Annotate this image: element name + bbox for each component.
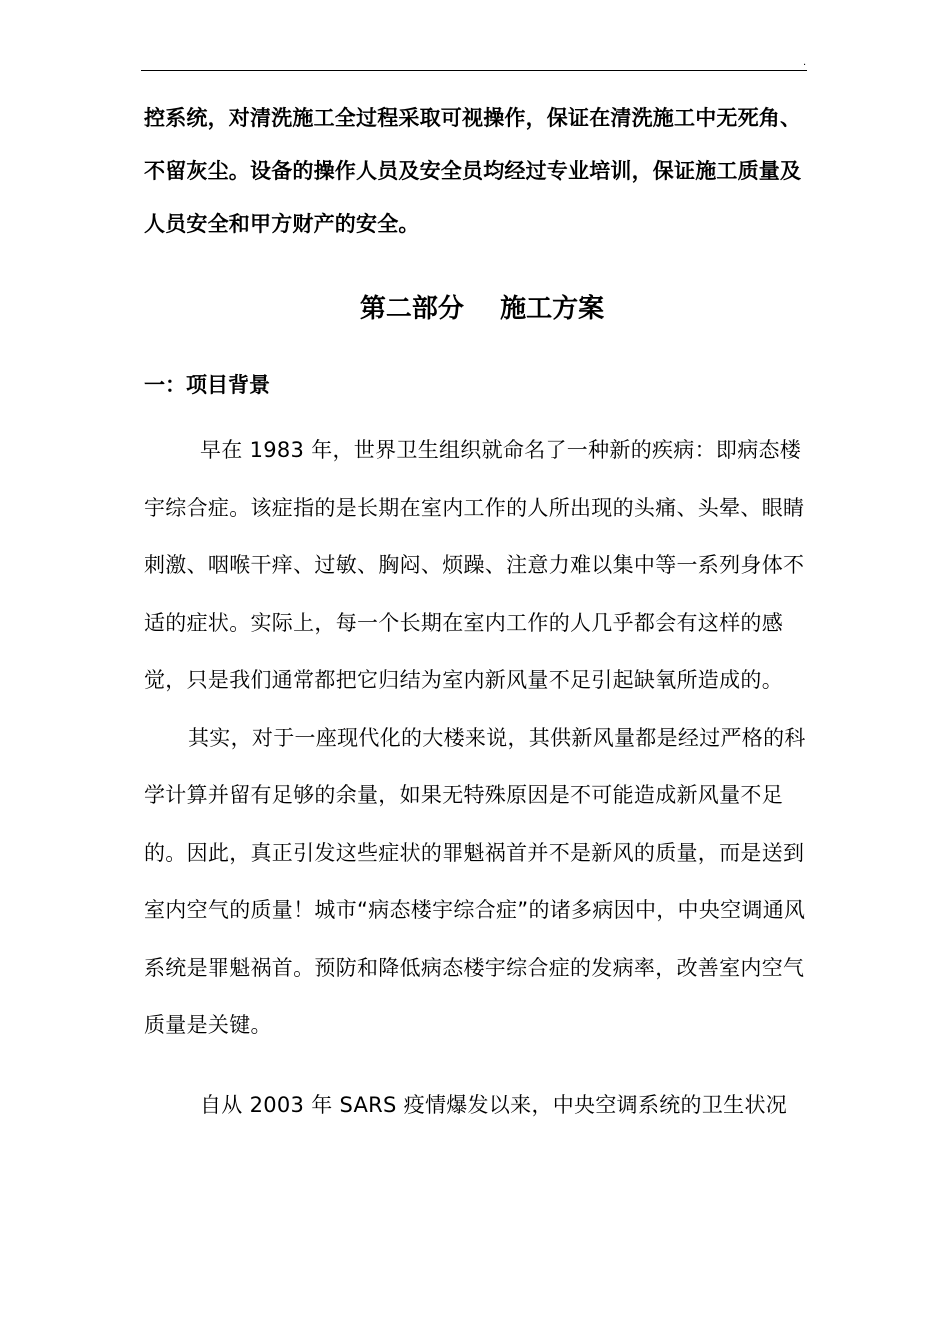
part-title: 第二部分 施工方案 (359, 294, 605, 324)
section-heading: 一：项目背景 (144, 373, 270, 397)
document-body (144, 92, 820, 1134)
intro-paragraph: 控系统，对清洗施工全过程采取可视操作，保证在清洗施工中无死角、不留灰尘。设备的操作人员及安全员均经过专业培训，保证施工质量及人员安全和甲方财产的安全。 (144, 106, 802, 236)
body-paragraph: 自从 2003 年 SARS 疫情爆发以来，中央空调系统的卫生状况 (200, 1092, 788, 1117)
body-paragraph: 早在 1983 年，世界卫生组织就命名了一种新的疾病：即病态楼宇综合症。该症指的是长期在室内工作的人所出现的头痛、头晕、眼睛刺激、咽喉干痒、过敏、胸闷、烦躁、注意力难以集中等一系列身体不适的症状。实际上，每一个长期在室内工作的人几乎都会有这样的感觉，只是我们通常都把它归结为室内新风量不足引起缺氧所造成的。 (144, 438, 805, 692)
header-rule (141, 70, 807, 71)
header-mark: . (803, 57, 807, 68)
body-paragraph: 其实，对于一座现代化的大楼来说，其供新风量都是经过严格的科学计算并留有足够的余量，如果无特殊原因是不可能造成新风量不足的。因此，真正引发这些症状的罪魁祸首并不是新风的质量，而是送到室内空气的质量！城市“病态楼宇综合症”的诸多病因中，中央空调通风系统是罪魁祸首。预防和降低病态楼宇综合症的发病率，改善室内空气质量是关键。 (144, 725, 806, 1037)
